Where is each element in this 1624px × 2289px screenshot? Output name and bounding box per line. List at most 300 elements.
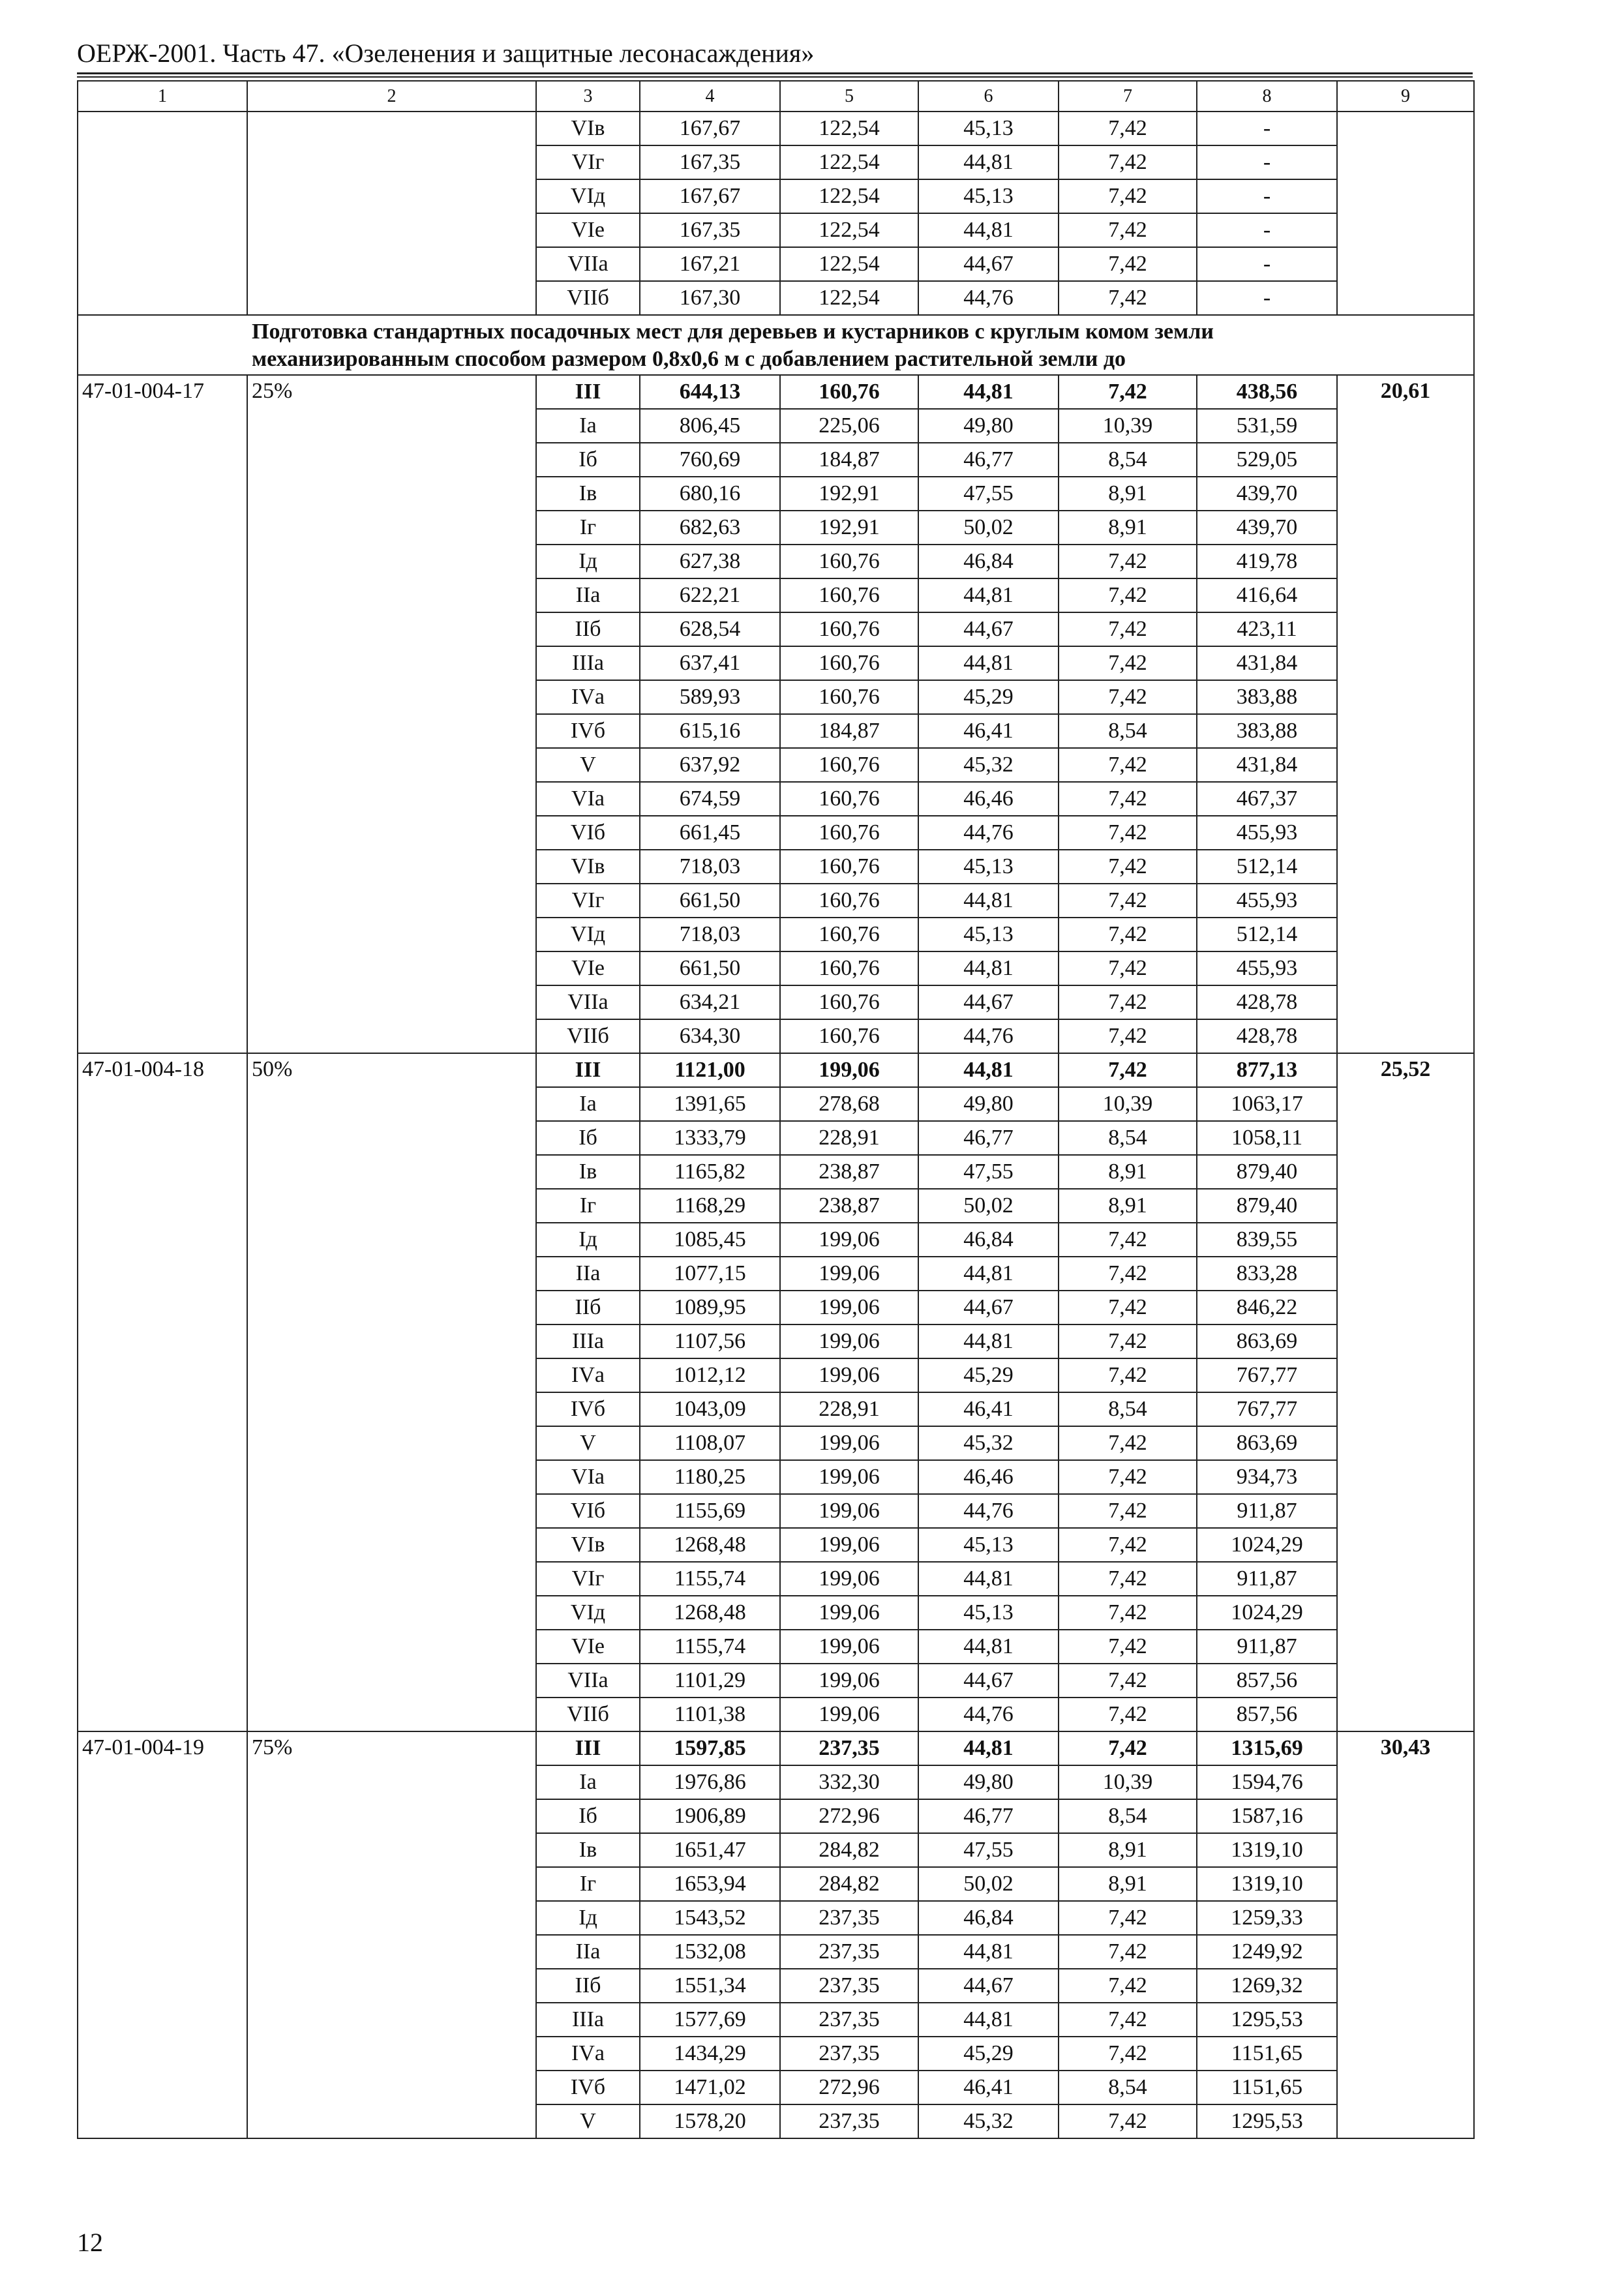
cell-col6: 44,81 bbox=[918, 1935, 1059, 1969]
cell-col5: 192,91 bbox=[780, 511, 918, 545]
cell-col7: 7,42 bbox=[1059, 1969, 1197, 2003]
cell-resource-zone: VIа bbox=[536, 1460, 640, 1494]
cell-resource-zone: VIб bbox=[536, 816, 640, 850]
cell-col4: 1101,38 bbox=[640, 1698, 780, 1731]
cell-col7: 7,42 bbox=[1059, 1596, 1197, 1630]
cell-col6: 46,41 bbox=[918, 1392, 1059, 1426]
cell-code: 47-01-004-19 bbox=[78, 1731, 247, 2138]
cell-col5: 160,76 bbox=[780, 884, 918, 918]
cell-col4: 661,50 bbox=[640, 884, 780, 918]
cell-col8: 431,84 bbox=[1197, 748, 1337, 782]
cell-col5: 272,96 bbox=[780, 2071, 918, 2104]
cell-col6: 45,29 bbox=[918, 680, 1059, 714]
cell-col7: 7,42 bbox=[1059, 1460, 1197, 1494]
cell-resource-zone: IVб bbox=[536, 1392, 640, 1426]
cell-col4: 1101,29 bbox=[640, 1664, 780, 1698]
cell-col4: 1155,74 bbox=[640, 1630, 780, 1664]
cell-col7: 8,54 bbox=[1059, 2071, 1197, 2104]
cell-col5: 199,06 bbox=[780, 1460, 918, 1494]
cell-col5: 199,06 bbox=[780, 1223, 918, 1257]
cell-col8: 839,55 bbox=[1197, 1223, 1337, 1257]
table-row bbox=[78, 375, 1474, 409]
cell-col5: 199,06 bbox=[780, 1324, 918, 1358]
cell-resource-zone: IIIа bbox=[536, 2003, 640, 2037]
cell-col8: 846,22 bbox=[1197, 1291, 1337, 1324]
cell-col5: 160,76 bbox=[780, 612, 918, 646]
cell-col4: 1391,65 bbox=[640, 1087, 780, 1121]
cell-col8: 1315,69 bbox=[1197, 1731, 1337, 1765]
cell-resource-zone: Iб bbox=[536, 1799, 640, 1833]
table-body bbox=[78, 81, 1474, 2138]
cell-col7: 7,42 bbox=[1059, 2104, 1197, 2138]
cell-col6: 45,29 bbox=[918, 2037, 1059, 2071]
cell-col6: 45,13 bbox=[918, 918, 1059, 951]
cell-col4: 634,21 bbox=[640, 985, 780, 1019]
cell-col4: 1653,94 bbox=[640, 1867, 780, 1901]
cell-col5: 199,06 bbox=[780, 1562, 918, 1596]
cell-col7: 7,42 bbox=[1059, 680, 1197, 714]
cell-code bbox=[78, 112, 247, 315]
cell-col7: 7,42 bbox=[1059, 2037, 1197, 2071]
cell-resource-zone: Iд bbox=[536, 1901, 640, 1935]
cell-resource-zone: VIе bbox=[536, 213, 640, 247]
cell-col7: 7,42 bbox=[1059, 1426, 1197, 1460]
cell-col7: 7,42 bbox=[1059, 247, 1197, 281]
cell-col5: 237,35 bbox=[780, 1935, 918, 1969]
cell-col6: 44,67 bbox=[918, 1291, 1059, 1324]
cell-resource-zone: Iг bbox=[536, 1867, 640, 1901]
cell-col8: 833,28 bbox=[1197, 1257, 1337, 1291]
cell-col9: 20,61 bbox=[1337, 375, 1474, 1053]
cell-col8: 863,69 bbox=[1197, 1426, 1337, 1460]
cell-col7: 7,42 bbox=[1059, 1223, 1197, 1257]
cell-col8: 1269,32 bbox=[1197, 1969, 1337, 2003]
cell-resource-zone: VIIа bbox=[536, 985, 640, 1019]
cell-col5: 199,06 bbox=[780, 1494, 918, 1528]
column-number: 9 bbox=[1337, 81, 1474, 112]
cell-col8: 423,11 bbox=[1197, 612, 1337, 646]
page-header-title: ОЕРЖ-2001. Часть 47. «Озеленения и защитные лесонасаждения» bbox=[77, 38, 815, 68]
cell-col5: 238,87 bbox=[780, 1189, 918, 1223]
cell-col4: 1043,09 bbox=[640, 1392, 780, 1426]
cell-col5: 237,35 bbox=[780, 2037, 918, 2071]
cell-col6: 44,81 bbox=[918, 1731, 1059, 1765]
cell-col8: 1058,11 bbox=[1197, 1121, 1337, 1155]
cell-resource-zone: Iа bbox=[536, 1765, 640, 1799]
cell-resource-zone: Iа bbox=[536, 409, 640, 443]
section-heading-text bbox=[252, 318, 1374, 373]
cell-col4: 615,16 bbox=[640, 714, 780, 748]
cell-col6: 44,67 bbox=[918, 247, 1059, 281]
cell-col7: 7,42 bbox=[1059, 1935, 1197, 1969]
cell-col6: 46,77 bbox=[918, 1121, 1059, 1155]
cell-col7: 8,54 bbox=[1059, 1799, 1197, 1833]
cell-col4: 682,63 bbox=[640, 511, 780, 545]
cell-col7: 7,42 bbox=[1059, 951, 1197, 985]
cell-col4: 718,03 bbox=[640, 850, 780, 884]
cell-col5: 160,76 bbox=[780, 1019, 918, 1053]
cell-col7: 7,42 bbox=[1059, 1731, 1197, 1765]
cell-parameter bbox=[247, 112, 536, 315]
section-heading-line: механизированным способом размером 0,8х0,6 м с добавлением растительной земли до bbox=[252, 347, 1126, 371]
cell-col8: 439,70 bbox=[1197, 511, 1337, 545]
cell-col9 bbox=[1337, 112, 1474, 315]
cell-col4: 1077,15 bbox=[640, 1257, 780, 1291]
cell-col7: 7,42 bbox=[1059, 748, 1197, 782]
cell-col4: 167,35 bbox=[640, 213, 780, 247]
cell-parameter: 50% bbox=[247, 1053, 536, 1731]
cell-col8: 1024,29 bbox=[1197, 1596, 1337, 1630]
cell-resource-zone: V bbox=[536, 1426, 640, 1460]
cell-col8: 438,56 bbox=[1197, 375, 1337, 409]
cell-col6: 44,76 bbox=[918, 1019, 1059, 1053]
cell-col5: 184,87 bbox=[780, 714, 918, 748]
cell-col5: 160,76 bbox=[780, 680, 918, 714]
cell-col8: 419,78 bbox=[1197, 545, 1337, 578]
cell-col5: 160,76 bbox=[780, 782, 918, 816]
cell-col4: 1434,29 bbox=[640, 2037, 780, 2071]
table-row bbox=[78, 1731, 1474, 1765]
cell-col8: 416,64 bbox=[1197, 578, 1337, 612]
cell-col5: 160,76 bbox=[780, 578, 918, 612]
table-row bbox=[78, 112, 1474, 145]
cell-col6: 44,76 bbox=[918, 816, 1059, 850]
cell-col7: 7,42 bbox=[1059, 612, 1197, 646]
cell-parameter: 75% bbox=[247, 1731, 536, 2138]
cell-col7: 7,42 bbox=[1059, 1358, 1197, 1392]
cell-col4: 1155,74 bbox=[640, 1562, 780, 1596]
cell-col7: 7,42 bbox=[1059, 578, 1197, 612]
cell-col5: 122,54 bbox=[780, 247, 918, 281]
cell-col7: 7,42 bbox=[1059, 1324, 1197, 1358]
cell-col8: - bbox=[1197, 281, 1337, 315]
cell-col6: 45,32 bbox=[918, 1426, 1059, 1460]
cell-col5: 237,35 bbox=[780, 1901, 918, 1935]
cell-col4: 622,21 bbox=[640, 578, 780, 612]
cell-col8: 383,88 bbox=[1197, 680, 1337, 714]
cell-col4: 1165,82 bbox=[640, 1155, 780, 1189]
cell-col7: 7,42 bbox=[1059, 1019, 1197, 1053]
cell-col7: 7,42 bbox=[1059, 1291, 1197, 1324]
cell-col8: 1319,10 bbox=[1197, 1867, 1337, 1901]
cell-col6: 46,77 bbox=[918, 1799, 1059, 1833]
cell-resource-zone: VIв bbox=[536, 112, 640, 145]
cell-col6: 46,41 bbox=[918, 714, 1059, 748]
cell-col4: 167,67 bbox=[640, 112, 780, 145]
cell-col7: 7,42 bbox=[1059, 179, 1197, 213]
cell-col4: 760,69 bbox=[640, 443, 780, 477]
cell-col8: 1594,76 bbox=[1197, 1765, 1337, 1799]
cell-col5: 199,06 bbox=[780, 1426, 918, 1460]
cell-resource-zone: VIIб bbox=[536, 1019, 640, 1053]
cell-col8: 857,56 bbox=[1197, 1664, 1337, 1698]
cell-col5: 122,54 bbox=[780, 281, 918, 315]
cell-col5: 160,76 bbox=[780, 985, 918, 1019]
cell-col8: 428,78 bbox=[1197, 1019, 1337, 1053]
cell-col4: 1155,69 bbox=[640, 1494, 780, 1528]
cell-col7: 7,42 bbox=[1059, 1562, 1197, 1596]
cell-col7: 7,42 bbox=[1059, 1528, 1197, 1562]
cell-col8: 1319,10 bbox=[1197, 1833, 1337, 1867]
cell-resource-zone: Iг bbox=[536, 1189, 640, 1223]
cell-col6: 44,67 bbox=[918, 985, 1059, 1019]
cell-col4: 167,35 bbox=[640, 145, 780, 179]
cell-col5: 160,76 bbox=[780, 951, 918, 985]
cell-col4: 680,16 bbox=[640, 477, 780, 511]
cell-col8: 934,73 bbox=[1197, 1460, 1337, 1494]
cell-col4: 1085,45 bbox=[640, 1223, 780, 1257]
cell-col6: 44,81 bbox=[918, 951, 1059, 985]
cell-col6: 45,13 bbox=[918, 112, 1059, 145]
cell-col5: 160,76 bbox=[780, 375, 918, 409]
cell-col5: 199,06 bbox=[780, 1596, 918, 1630]
cell-col4: 637,41 bbox=[640, 646, 780, 680]
cell-col8: 863,69 bbox=[1197, 1324, 1337, 1358]
cell-col4: 718,03 bbox=[640, 918, 780, 951]
cell-resource-zone: Iв bbox=[536, 1155, 640, 1189]
cell-resource-zone: IIб bbox=[536, 612, 640, 646]
cell-col5: 284,82 bbox=[780, 1867, 918, 1901]
cell-col7: 10,39 bbox=[1059, 409, 1197, 443]
cell-col6: 44,81 bbox=[918, 375, 1059, 409]
cell-resource-zone: VIд bbox=[536, 1596, 640, 1630]
cell-col8: - bbox=[1197, 145, 1337, 179]
column-number: 2 bbox=[247, 81, 536, 112]
cell-resource-zone: Iд bbox=[536, 1223, 640, 1257]
cell-col8: 1151,65 bbox=[1197, 2037, 1337, 2071]
cell-col8: 879,40 bbox=[1197, 1189, 1337, 1223]
cell-resource-zone: Iа bbox=[536, 1087, 640, 1121]
cell-col6: 44,67 bbox=[918, 1664, 1059, 1698]
cell-resource-zone: Iв bbox=[536, 1833, 640, 1867]
cell-col4: 1168,29 bbox=[640, 1189, 780, 1223]
cell-col4: 1532,08 bbox=[640, 1935, 780, 1969]
column-number: 1 bbox=[78, 81, 247, 112]
cell-col6: 45,32 bbox=[918, 2104, 1059, 2138]
cell-col5: 160,76 bbox=[780, 748, 918, 782]
cell-resource-zone: VIд bbox=[536, 918, 640, 951]
cell-resource-zone: IIа bbox=[536, 578, 640, 612]
cell-col7: 7,42 bbox=[1059, 545, 1197, 578]
cell-col5: 228,91 bbox=[780, 1392, 918, 1426]
cell-col7: 7,42 bbox=[1059, 782, 1197, 816]
cell-col8: 911,87 bbox=[1197, 1562, 1337, 1596]
cell-col6: 47,55 bbox=[918, 1833, 1059, 1867]
cell-col5: 272,96 bbox=[780, 1799, 918, 1833]
cell-col5: 160,76 bbox=[780, 850, 918, 884]
cell-col7: 7,42 bbox=[1059, 918, 1197, 951]
column-number: 4 bbox=[640, 81, 780, 112]
cell-col9: 30,43 bbox=[1337, 1731, 1474, 2138]
cell-col8: 1259,33 bbox=[1197, 1901, 1337, 1935]
cell-col5: 184,87 bbox=[780, 443, 918, 477]
cell-col4: 806,45 bbox=[640, 409, 780, 443]
cell-col7: 7,42 bbox=[1059, 1664, 1197, 1698]
cell-col4: 167,21 bbox=[640, 247, 780, 281]
cell-col4: 674,59 bbox=[640, 782, 780, 816]
column-number: 3 bbox=[536, 81, 640, 112]
cell-resource-zone: Iв bbox=[536, 477, 640, 511]
cell-col4: 661,50 bbox=[640, 951, 780, 985]
cell-code: 47-01-004-18 bbox=[78, 1053, 247, 1731]
cell-parameter: 25% bbox=[247, 375, 536, 1053]
cell-col4: 1578,20 bbox=[640, 2104, 780, 2138]
cell-col8: 512,14 bbox=[1197, 850, 1337, 884]
cell-col8: - bbox=[1197, 247, 1337, 281]
cell-col6: 45,29 bbox=[918, 1358, 1059, 1392]
column-number: 8 bbox=[1197, 81, 1337, 112]
cell-resource-zone: Iд bbox=[536, 545, 640, 578]
cell-col5: 199,06 bbox=[780, 1630, 918, 1664]
cell-col6: 45,32 bbox=[918, 748, 1059, 782]
cell-resource-zone: VIа bbox=[536, 782, 640, 816]
cell-col4: 1268,48 bbox=[640, 1596, 780, 1630]
cell-resource-zone: VIе bbox=[536, 951, 640, 985]
cell-col8: 512,14 bbox=[1197, 918, 1337, 951]
section-heading-line: Подготовка стандартных посадочных мест для деревьев и кустарников с круглым комом земли bbox=[252, 320, 1214, 344]
cell-col6: 44,81 bbox=[918, 1053, 1059, 1087]
cell-col5: 237,35 bbox=[780, 2104, 918, 2138]
cell-col7: 10,39 bbox=[1059, 1765, 1197, 1799]
cell-col7: 8,91 bbox=[1059, 511, 1197, 545]
cell-col6: 44,81 bbox=[918, 1324, 1059, 1358]
cell-col4: 1089,95 bbox=[640, 1291, 780, 1324]
cell-col4: 1906,89 bbox=[640, 1799, 780, 1833]
cell-col4: 1268,48 bbox=[640, 1528, 780, 1562]
cell-col8: - bbox=[1197, 213, 1337, 247]
cell-resource-zone: VIд bbox=[536, 179, 640, 213]
cell-resource-zone: IVа bbox=[536, 1358, 640, 1392]
cell-col6: 44,81 bbox=[918, 884, 1059, 918]
column-number-row bbox=[78, 81, 1474, 112]
cell-col4: 644,13 bbox=[640, 375, 780, 409]
cell-resource-zone: V bbox=[536, 2104, 640, 2138]
cell-col5: 199,06 bbox=[780, 1291, 918, 1324]
cell-resource-zone: IIа bbox=[536, 1257, 640, 1291]
cell-resource-zone: IVа bbox=[536, 2037, 640, 2071]
cell-resource-zone: VIв bbox=[536, 850, 640, 884]
section-heading-row bbox=[78, 315, 1474, 375]
page-number: 12 bbox=[77, 2228, 103, 2257]
cell-col6: 46,77 bbox=[918, 443, 1059, 477]
cell-col4: 1543,52 bbox=[640, 1901, 780, 1935]
cell-col8: 1063,17 bbox=[1197, 1087, 1337, 1121]
cell-col6: 44,81 bbox=[918, 1257, 1059, 1291]
cell-col6: 45,13 bbox=[918, 1596, 1059, 1630]
cell-col4: 1651,47 bbox=[640, 1833, 780, 1867]
cell-col5: 122,54 bbox=[780, 145, 918, 179]
cell-col5: 228,91 bbox=[780, 1121, 918, 1155]
table-row bbox=[78, 1053, 1474, 1087]
cell-col5: 199,06 bbox=[780, 1358, 918, 1392]
cell-col8: 1295,53 bbox=[1197, 2104, 1337, 2138]
cell-resource-zone: Iб bbox=[536, 443, 640, 477]
cell-col8: 911,87 bbox=[1197, 1494, 1337, 1528]
cell-col9: 25,52 bbox=[1337, 1053, 1474, 1731]
cell-col7: 7,42 bbox=[1059, 985, 1197, 1019]
cell-col5: 160,76 bbox=[780, 918, 918, 951]
cell-resource-zone: VIIб bbox=[536, 281, 640, 315]
cell-col8: 877,13 bbox=[1197, 1053, 1337, 1087]
cell-col5: 199,06 bbox=[780, 1664, 918, 1698]
cell-col7: 7,42 bbox=[1059, 1901, 1197, 1935]
cell-col5: 122,54 bbox=[780, 213, 918, 247]
cell-col8: 467,37 bbox=[1197, 782, 1337, 816]
column-number: 6 bbox=[918, 81, 1059, 112]
cell-col6: 45,13 bbox=[918, 1528, 1059, 1562]
cell-col8: 1151,65 bbox=[1197, 2071, 1337, 2104]
cell-col5: 199,06 bbox=[780, 1698, 918, 1731]
cell-col7: 7,42 bbox=[1059, 816, 1197, 850]
cell-col8: 383,88 bbox=[1197, 714, 1337, 748]
cell-col6: 44,76 bbox=[918, 281, 1059, 315]
cell-col4: 637,92 bbox=[640, 748, 780, 782]
cell-col5: 237,35 bbox=[780, 2003, 918, 2037]
cell-col8: 439,70 bbox=[1197, 477, 1337, 511]
cell-col4: 1471,02 bbox=[640, 2071, 780, 2104]
cell-col6: 44,81 bbox=[918, 578, 1059, 612]
cell-col6: 46,46 bbox=[918, 782, 1059, 816]
cell-col7: 7,42 bbox=[1059, 2003, 1197, 2037]
cell-col6: 46,84 bbox=[918, 1223, 1059, 1257]
cell-col5: 160,76 bbox=[780, 545, 918, 578]
cell-col8: 879,40 bbox=[1197, 1155, 1337, 1189]
cell-col4: 661,45 bbox=[640, 816, 780, 850]
cell-col5: 122,54 bbox=[780, 112, 918, 145]
cell-col7: 8,54 bbox=[1059, 1121, 1197, 1155]
cell-col6: 46,84 bbox=[918, 1901, 1059, 1935]
cell-col8: 529,05 bbox=[1197, 443, 1337, 477]
cell-col8: 455,93 bbox=[1197, 884, 1337, 918]
cell-col5: 284,82 bbox=[780, 1833, 918, 1867]
cell-col8: - bbox=[1197, 112, 1337, 145]
header-rule bbox=[77, 72, 1473, 74]
cell-col7: 7,42 bbox=[1059, 112, 1197, 145]
cell-col6: 44,81 bbox=[918, 646, 1059, 680]
cell-col5: 160,76 bbox=[780, 646, 918, 680]
cell-col7: 7,42 bbox=[1059, 646, 1197, 680]
cell-resource-zone: IIб bbox=[536, 1291, 640, 1324]
cell-col6: 44,81 bbox=[918, 1562, 1059, 1596]
cell-resource-zone: VIг bbox=[536, 145, 640, 179]
cell-resource-zone: IIб bbox=[536, 1969, 640, 2003]
cell-col6: 44,67 bbox=[918, 1969, 1059, 2003]
cell-col5: 160,76 bbox=[780, 816, 918, 850]
cell-col4: 1180,25 bbox=[640, 1460, 780, 1494]
cell-resource-zone: Iг bbox=[536, 511, 640, 545]
cell-col6: 46,46 bbox=[918, 1460, 1059, 1494]
column-number: 7 bbox=[1059, 81, 1197, 112]
cell-resource-zone: VIв bbox=[536, 1528, 640, 1562]
cell-resource-zone: IVа bbox=[536, 680, 640, 714]
cell-col5: 237,35 bbox=[780, 1969, 918, 2003]
cell-col8: 531,59 bbox=[1197, 409, 1337, 443]
cell-col7: 7,42 bbox=[1059, 850, 1197, 884]
cell-col4: 589,93 bbox=[640, 680, 780, 714]
cell-col8: 1249,92 bbox=[1197, 1935, 1337, 1969]
cell-col6: 45,13 bbox=[918, 850, 1059, 884]
cell-col8: 911,87 bbox=[1197, 1630, 1337, 1664]
cell-col6: 44,76 bbox=[918, 1698, 1059, 1731]
cell-col5: 237,35 bbox=[780, 1731, 918, 1765]
cell-col5: 199,06 bbox=[780, 1257, 918, 1291]
cell-resource-zone: VIг bbox=[536, 884, 640, 918]
cell-col6: 46,41 bbox=[918, 2071, 1059, 2104]
cell-col8: 455,93 bbox=[1197, 816, 1337, 850]
cell-col4: 1551,34 bbox=[640, 1969, 780, 2003]
cell-col5: 192,91 bbox=[780, 477, 918, 511]
cell-col7: 8,54 bbox=[1059, 443, 1197, 477]
